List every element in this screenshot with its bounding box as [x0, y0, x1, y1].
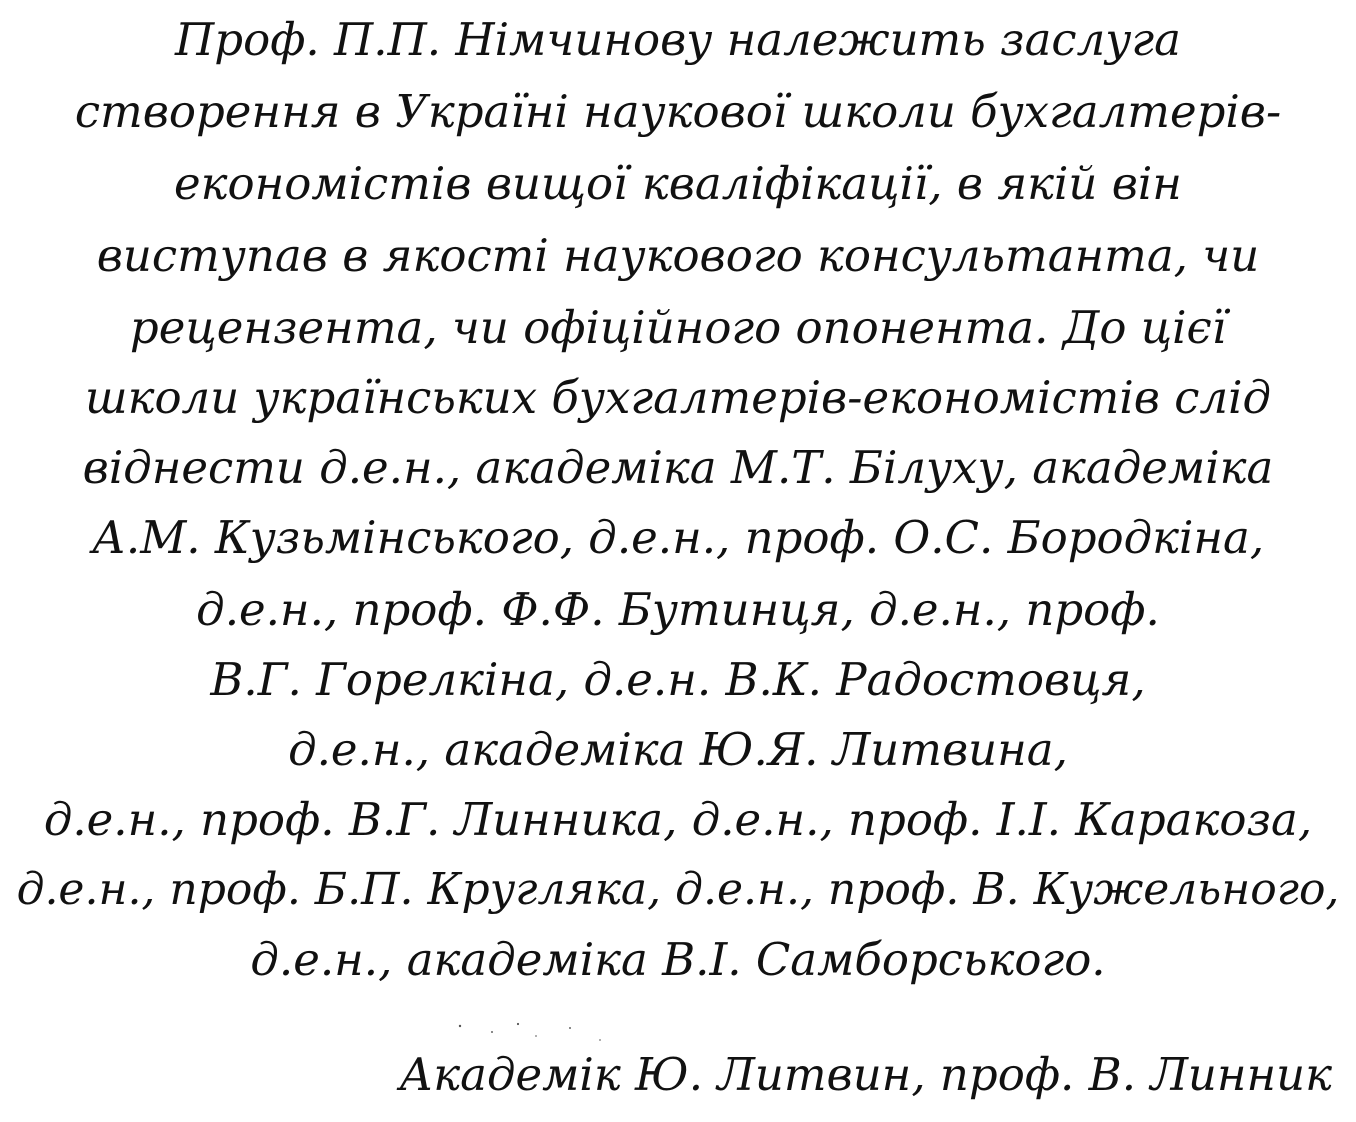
paragraph-line-1: Проф. П.П. Німчинову належить заслуга	[175, 13, 1181, 66]
paragraph-line-2: створення в Україні наукової школи бухгалтерів-	[74, 85, 1282, 138]
paragraph-line-9: д.е.н., проф. Ф.Ф. Бутинця, д.е.н., проф.	[196, 583, 1160, 636]
paragraph-line-12: д.е.н., проф. В.Г. Линника, д.е.н., проф. І.І. Каракоза,	[43, 793, 1313, 846]
paragraph-line-10: В.Г. Горелкіна, д.е.н. В.К. Радостовця,	[210, 653, 1146, 706]
paragraph-line-6: школи українських бухгалтерів-економістів слід	[84, 371, 1272, 424]
paragraph-line-7: віднести д.е.н., академіка М.Т. Білуху, академіка	[82, 441, 1274, 494]
scan-noise-specks	[440, 1018, 640, 1048]
paragraph-line-14: д.е.н., академіка В.І. Самборського.	[250, 933, 1106, 986]
signature-line: Академік Ю. Литвин, проф. В. Линник	[399, 1048, 1332, 1101]
paragraph-line-8: А.М. Кузьмінського, д.е.н., проф. О.С. Бородкіна,	[91, 511, 1265, 564]
paragraph-line-3: економістів вищої кваліфікації, в якій він	[174, 157, 1182, 210]
paragraph-line-11: д.е.н., академіка Ю.Я. Литвина,	[288, 723, 1068, 776]
paragraph-line-4: виступав в якості наукового консультанта, чи	[96, 229, 1260, 282]
paragraph-line-5: рецензента, чи офіційного опонента. До цієї	[129, 301, 1227, 354]
paragraph-line-13: д.е.н., проф. Б.П. Кругляка, д.е.н., проф. В. Кужельного,	[16, 864, 1340, 915]
